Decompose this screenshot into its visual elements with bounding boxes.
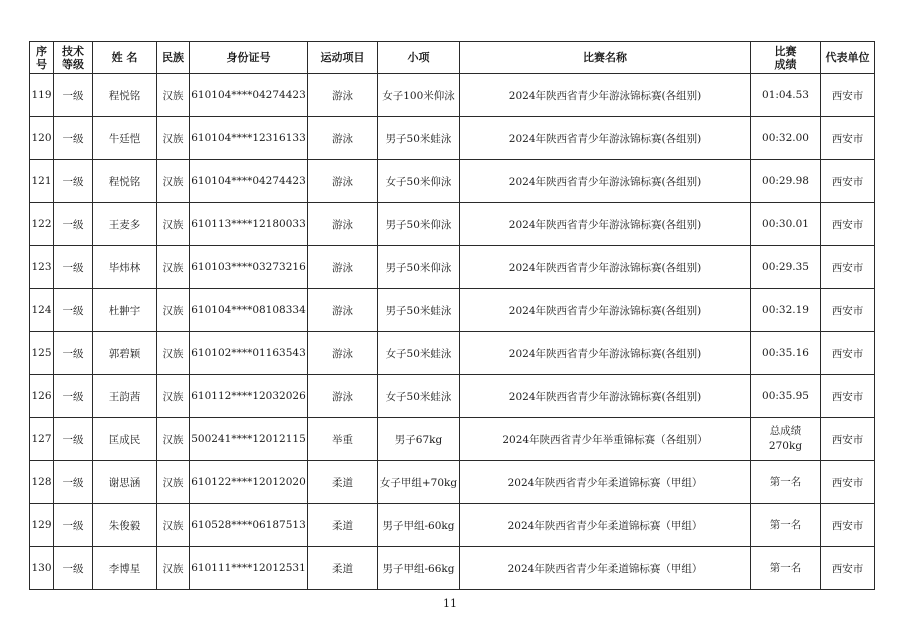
result-line: 00:29.98	[762, 174, 809, 187]
sport-cell: 柔道	[308, 461, 378, 504]
sport-cell: 游泳	[308, 246, 378, 289]
table-row	[30, 547, 875, 590]
unit-cell: 西安市	[821, 203, 875, 246]
result-cell	[751, 504, 821, 547]
ethnicity-cell: 汉族	[157, 504, 190, 547]
ethnicity-cell: 汉族	[157, 461, 190, 504]
unit-cell: 西安市	[821, 418, 875, 461]
event-cell: 男子67kg	[378, 418, 460, 461]
grade-cell: 一级	[54, 289, 93, 332]
table-row	[30, 117, 875, 160]
ethnicity-cell: 汉族	[157, 160, 190, 203]
name-cell: 朱俊毅	[93, 504, 157, 547]
number-cell: 120	[30, 117, 54, 160]
header-col-grade	[54, 42, 93, 74]
result-line: 总成绩	[769, 425, 802, 437]
header-label: 比赛名称	[583, 51, 627, 64]
name-cell: 王麦多	[93, 203, 157, 246]
ethnicity-cell: 汉族	[157, 203, 190, 246]
result-cell	[751, 375, 821, 418]
event-cell: 男子甲组-66kg	[378, 547, 460, 590]
name-cell: 谢思涵	[93, 461, 157, 504]
result-cell	[751, 418, 821, 461]
name-cell: 毕炜林	[93, 246, 157, 289]
result-line: 第一名	[769, 561, 802, 574]
table-row	[30, 375, 875, 418]
result-cell	[751, 160, 821, 203]
number-cell: 124	[30, 289, 54, 332]
number-cell: 125	[30, 332, 54, 375]
result-line: 01:04.53	[762, 88, 809, 101]
name-cell: 程悦铭	[93, 160, 157, 203]
header-label: 运动项目	[320, 51, 365, 64]
grade-cell: 一级	[54, 461, 93, 504]
number-cell: 119	[30, 74, 54, 117]
sport-cell: 举重	[308, 418, 378, 461]
number-cell: 121	[30, 160, 54, 203]
competition-cell: 2024年陕西省青少年游泳锦标赛(各组别)	[460, 246, 751, 289]
event-cell: 男子50米仰泳	[378, 203, 460, 246]
id-cell: 610103****03273216	[190, 246, 308, 289]
id-cell: 610104****04274423	[190, 74, 308, 117]
header-label: 小项	[407, 51, 430, 64]
unit-cell: 西安市	[821, 160, 875, 203]
id-cell: 610104****12316133	[190, 117, 308, 160]
name-cell: 李博星	[93, 547, 157, 590]
competition-cell: 2024年陕西省青少年举重锦标赛（各组别）	[460, 418, 751, 461]
competition-cell: 2024年陕西省青少年游泳锦标赛(各组别)	[460, 74, 751, 117]
unit-cell: 西安市	[821, 289, 875, 332]
result-line: 270kg	[768, 440, 803, 452]
header-col-number	[30, 42, 54, 74]
unit-cell: 西安市	[821, 332, 875, 375]
result-line: 00:35.95	[762, 389, 809, 402]
unit-cell: 西安市	[821, 375, 875, 418]
grade-cell: 一级	[54, 375, 93, 418]
grade-cell: 一级	[54, 547, 93, 590]
result-cell	[751, 289, 821, 332]
number-cell: 128	[30, 461, 54, 504]
header-label: 成绩	[774, 57, 797, 71]
header-label: 民族	[162, 51, 184, 64]
table-row	[30, 160, 875, 203]
unit-cell: 西安市	[821, 117, 875, 160]
ethnicity-cell: 汉族	[157, 74, 190, 117]
header-col-id	[190, 42, 308, 74]
table-row	[30, 332, 875, 375]
ethnicity-cell: 汉族	[157, 375, 190, 418]
header-label: 比赛	[774, 44, 797, 58]
header-label: 序	[36, 44, 47, 58]
unit-cell: 西安市	[821, 74, 875, 117]
number-cell: 126	[30, 375, 54, 418]
header-label: 技术	[62, 44, 84, 58]
result-cell	[751, 246, 821, 289]
table-row	[30, 74, 875, 117]
grade-cell: 一级	[54, 117, 93, 160]
competition-cell: 2024年陕西省青少年柔道锦标赛（甲组）	[460, 547, 751, 590]
result-line: 第一名	[769, 475, 802, 488]
header-col-result	[751, 42, 821, 74]
table-row	[30, 203, 875, 246]
page-number: 11	[443, 597, 457, 610]
name-cell: 杜翀宇	[93, 289, 157, 332]
event-cell: 男子50米蛙泳	[378, 289, 460, 332]
event-cell: 女子50米仰泳	[378, 160, 460, 203]
result-line: 第一名	[769, 518, 802, 531]
event-cell: 男子50米蛙泳	[378, 117, 460, 160]
competition-cell: 2024年陕西省青少年游泳锦标赛(各组别)	[460, 332, 751, 375]
table-row	[30, 289, 875, 332]
header-label: 等级	[62, 57, 84, 71]
header-label: 身份证号	[226, 51, 271, 64]
event-cell: 女子甲组+70kg	[378, 461, 460, 504]
id-cell: 610102****01163543	[190, 332, 308, 375]
number-cell: 129	[30, 504, 54, 547]
ethnicity-cell: 汉族	[157, 332, 190, 375]
grade-cell: 一级	[54, 74, 93, 117]
id-cell: 610104****04274423	[190, 160, 308, 203]
unit-cell: 西安市	[821, 246, 875, 289]
result-cell	[751, 461, 821, 504]
result-line: 00:29.35	[762, 260, 809, 273]
result-line: 00:30.01	[762, 217, 809, 230]
sport-cell: 游泳	[308, 74, 378, 117]
sport-cell: 游泳	[308, 203, 378, 246]
name-cell: 王韵茜	[93, 375, 157, 418]
header-row	[30, 42, 875, 74]
id-cell: 610122****12012020	[190, 461, 308, 504]
number-cell: 127	[30, 418, 54, 461]
ethnicity-cell: 汉族	[157, 117, 190, 160]
name-cell: 匡成民	[93, 418, 157, 461]
id-cell: 610104****08108334	[190, 289, 308, 332]
unit-cell: 西安市	[821, 504, 875, 547]
id-cell: 500241****12012115	[190, 418, 308, 461]
ethnicity-cell: 汉族	[157, 246, 190, 289]
grade-cell: 一级	[54, 203, 93, 246]
competition-cell: 2024年陕西省青少年游泳锦标赛(各组别)	[460, 375, 751, 418]
sport-cell: 游泳	[308, 332, 378, 375]
grade-cell: 一级	[54, 160, 93, 203]
name-cell: 程悦铭	[93, 74, 157, 117]
grade-cell: 一级	[54, 504, 93, 547]
result-line: 00:35.16	[762, 346, 809, 359]
header-col-sport	[308, 42, 378, 74]
table-row	[30, 246, 875, 289]
sport-cell: 柔道	[308, 504, 378, 547]
id-cell: 610528****06187513	[190, 504, 308, 547]
id-cell: 610111****12012531	[190, 547, 308, 590]
result-cell	[751, 547, 821, 590]
header-label: 姓 名	[111, 51, 138, 64]
header-col-event	[378, 42, 460, 74]
event-cell: 女子50米蛙泳	[378, 375, 460, 418]
sport-cell: 柔道	[308, 547, 378, 590]
table-row	[30, 504, 875, 547]
result-line: 00:32.00	[762, 131, 809, 144]
result-cell	[751, 203, 821, 246]
competition-cell: 2024年陕西省青少年游泳锦标赛(各组别)	[460, 203, 751, 246]
athlete-roster-table	[29, 41, 875, 590]
competition-cell: 2024年陕西省青少年游泳锦标赛(各组别)	[460, 160, 751, 203]
grade-cell: 一级	[54, 418, 93, 461]
event-cell: 男子甲组-60kg	[378, 504, 460, 547]
result-cell	[751, 117, 821, 160]
header-col-name	[93, 42, 157, 74]
id-cell: 610112****12032026	[190, 375, 308, 418]
header-label: 号	[36, 57, 47, 71]
grade-cell: 一级	[54, 246, 93, 289]
competition-cell: 2024年陕西省青少年柔道锦标赛（甲组）	[460, 461, 751, 504]
result-cell	[751, 74, 821, 117]
sport-cell: 游泳	[308, 375, 378, 418]
competition-cell: 2024年陕西省青少年游泳锦标赛(各组别)	[460, 117, 751, 160]
event-cell: 男子50米仰泳	[378, 246, 460, 289]
unit-cell: 西安市	[821, 547, 875, 590]
id-cell: 610113****12180033	[190, 203, 308, 246]
competition-cell: 2024年陕西省青少年柔道锦标赛（甲组）	[460, 504, 751, 547]
event-cell: 女子100米仰泳	[378, 74, 460, 117]
competition-cell: 2024年陕西省青少年游泳锦标赛(各组别)	[460, 289, 751, 332]
roster-body	[30, 74, 875, 590]
ethnicity-cell: 汉族	[157, 547, 190, 590]
ethnicity-cell: 汉族	[157, 418, 190, 461]
number-cell: 122	[30, 203, 54, 246]
result-line: 00:32.19	[762, 303, 809, 316]
number-cell: 130	[30, 547, 54, 590]
grade-cell: 一级	[54, 332, 93, 375]
sport-cell: 游泳	[308, 160, 378, 203]
ethnicity-cell: 汉族	[157, 289, 190, 332]
header-col-competition	[460, 42, 751, 74]
number-cell: 123	[30, 246, 54, 289]
name-cell: 郭碧颖	[93, 332, 157, 375]
name-cell: 牛廷恺	[93, 117, 157, 160]
header-label: 代表单位	[825, 51, 870, 64]
table-row	[30, 418, 875, 461]
unit-cell: 西安市	[821, 461, 875, 504]
sport-cell: 游泳	[308, 117, 378, 160]
sport-cell: 游泳	[308, 289, 378, 332]
header-col-ethnicity	[157, 42, 190, 74]
table-row	[30, 461, 875, 504]
header-col-unit	[821, 42, 875, 74]
event-cell: 女子50米蛙泳	[378, 332, 460, 375]
result-cell	[751, 332, 821, 375]
